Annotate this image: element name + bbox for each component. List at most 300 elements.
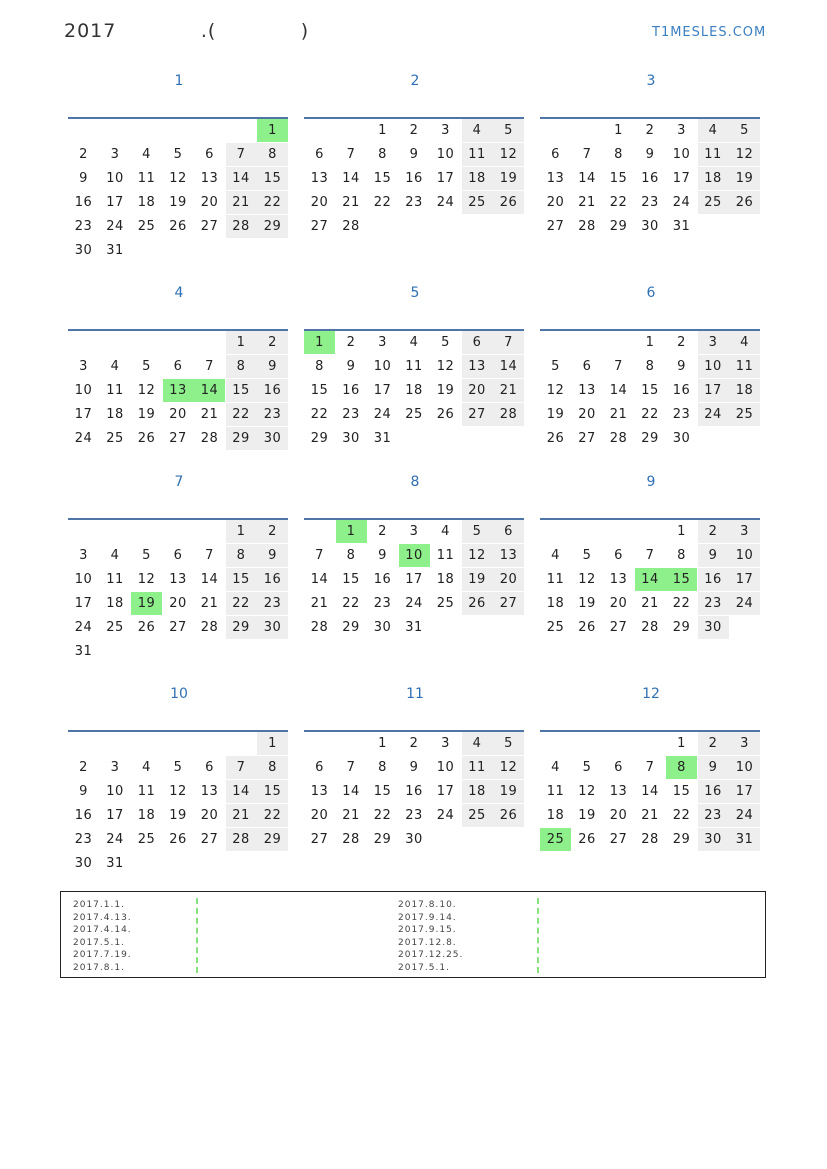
day-cell: 14	[226, 167, 257, 190]
day-cell: 26	[493, 191, 524, 214]
day-cell: 24	[405, 596, 423, 611]
day-cell: 29	[226, 427, 257, 450]
day-cell: 27	[462, 403, 493, 426]
day-cell: 13	[493, 544, 524, 567]
day-cell: 30	[257, 616, 288, 639]
day-cell: 3	[677, 123, 686, 138]
day-cell: 22	[609, 195, 628, 210]
day-cell: 4	[142, 147, 151, 162]
day-cell: 12	[436, 359, 455, 374]
day-cell: 22	[226, 403, 257, 426]
month-name: 12	[642, 686, 660, 702]
day-cell: 22	[641, 407, 659, 422]
day-cell: 7	[315, 548, 324, 563]
day-cell: 5	[173, 760, 183, 775]
day-cell: 3	[79, 359, 88, 374]
day-cell: 26	[578, 620, 596, 635]
day-cell: 12	[137, 383, 156, 398]
day-cell: 12	[729, 143, 760, 166]
day-cell: 11	[546, 784, 565, 799]
day-cell: 5	[551, 359, 560, 374]
day-cell: 10	[74, 383, 93, 398]
day-cell: 15	[310, 383, 329, 398]
month-divider	[68, 730, 288, 732]
day-cell: 15	[257, 167, 288, 190]
day-cell: 21	[641, 808, 659, 823]
day-cell: 17	[373, 383, 392, 398]
legend-date: 2017.5.1.	[73, 937, 125, 948]
day-cell: 6	[614, 760, 623, 775]
day-cell: 27	[169, 620, 187, 635]
day-cell: 16	[373, 572, 392, 587]
day-cell: 5	[582, 760, 592, 775]
day-cell: 6	[205, 760, 214, 775]
month-name: 6	[646, 285, 656, 301]
day-cell: 4	[462, 732, 493, 755]
day-cell: 22	[310, 407, 329, 422]
day-cell: 11	[436, 548, 455, 563]
day-cell: 6	[173, 548, 183, 563]
day-cell: 26	[169, 832, 187, 847]
day-cell: 30	[74, 243, 93, 258]
legend-date: 2017.4.13.	[73, 912, 132, 923]
day-cell: 3	[378, 335, 387, 350]
day-cell: 29	[672, 620, 691, 635]
day-cell: 5	[462, 520, 493, 543]
day-cell: 29	[257, 828, 288, 851]
day-cell: 24	[106, 832, 124, 847]
day-cell: 15	[609, 171, 628, 186]
day-cell: 7	[645, 760, 655, 775]
day-cell: 10	[729, 756, 760, 779]
day-cell: 14	[635, 568, 666, 591]
day-cell: 22	[672, 596, 691, 611]
day-cell: 5	[173, 147, 183, 162]
day-cell: 18	[106, 407, 124, 422]
day-cell: 18	[405, 383, 423, 398]
day-cell: 4	[409, 335, 419, 350]
day-cell: 9	[79, 784, 88, 799]
day-cell: 9	[378, 548, 387, 563]
day-cell: 18	[462, 780, 493, 803]
day-cell: 17	[729, 780, 760, 803]
day-cell: 18	[137, 808, 156, 823]
day-cell: 10	[74, 572, 93, 587]
day-cell: 21	[310, 596, 329, 611]
day-cell: 27	[578, 431, 596, 446]
day-cell: 26	[462, 592, 493, 615]
month-name: 1	[174, 73, 184, 89]
day-cell: 19	[169, 808, 187, 823]
legend-date: 2017.4.14.	[73, 925, 132, 935]
day-cell: 22	[373, 808, 392, 823]
day-cell: 9	[79, 171, 88, 186]
day-cell: 10	[672, 147, 691, 162]
day-cell: 8	[378, 760, 387, 775]
day-cell: 21	[200, 596, 219, 611]
day-cell: 24	[436, 808, 455, 823]
day-cell: 27	[310, 832, 329, 847]
day-cell: 2	[645, 123, 655, 138]
day-cell: 5	[493, 732, 524, 755]
day-cell: 8	[226, 544, 257, 567]
day-cell: 28	[641, 620, 659, 635]
day-cell: 22	[226, 592, 257, 615]
day-cell: 30	[698, 616, 729, 639]
day-cell: 12	[578, 572, 596, 587]
day-cell: 18	[436, 572, 455, 587]
day-cell: 25	[137, 219, 156, 234]
day-cell: 1	[645, 335, 655, 350]
day-cell: 13	[310, 171, 329, 186]
day-cell: 1	[614, 123, 623, 138]
day-cell: 2	[409, 123, 419, 138]
day-cell: 28	[200, 431, 219, 446]
day-cell: 18	[462, 167, 493, 190]
day-cell: 30	[641, 219, 659, 234]
day-cell: 17	[672, 171, 691, 186]
day-cell: 23	[257, 403, 288, 426]
legend-date: 2017.1.1.	[73, 900, 125, 910]
day-cell: 4	[110, 548, 120, 563]
day-cell: 6	[551, 147, 560, 162]
day-cell: 3	[110, 147, 120, 162]
day-cell: 17	[436, 784, 455, 799]
day-cell: 27	[200, 219, 219, 234]
day-cell: 15	[666, 568, 697, 591]
day-cell: 13	[310, 784, 329, 799]
day-cell: 1	[378, 736, 387, 751]
day-cell: 16	[698, 568, 729, 591]
day-cell: 6	[614, 548, 623, 563]
day-cell: 28	[226, 215, 257, 238]
day-cell: 24	[373, 407, 392, 422]
day-cell: 5	[729, 119, 760, 142]
day-cell: 19	[137, 407, 156, 422]
day-cell: 29	[609, 219, 628, 234]
day-cell: 12	[578, 784, 596, 799]
holiday-legend	[60, 891, 766, 978]
day-cell: 29	[373, 832, 392, 847]
day-cell: 1	[226, 331, 257, 354]
day-cell: 3	[79, 548, 88, 563]
day-cell: 19	[578, 808, 596, 823]
legend-date: 2017.12.25.	[398, 950, 464, 960]
day-cell: 26	[436, 407, 455, 422]
day-cell: 8	[257, 143, 288, 166]
site-logo-text[interactable]: T1MESLES.COM	[652, 25, 767, 40]
day-cell: 2	[257, 331, 288, 354]
day-cell: 21	[342, 808, 360, 823]
day-cell: 17	[74, 407, 93, 422]
legend-divider	[537, 898, 539, 973]
day-cell: 14	[194, 379, 225, 402]
day-cell: 8	[378, 147, 387, 162]
day-cell: 6	[315, 760, 324, 775]
day-cell: 23	[641, 195, 659, 210]
day-cell: 8	[346, 548, 356, 563]
day-cell: 19	[169, 195, 187, 210]
day-cell: 7	[346, 147, 356, 162]
day-cell: 14	[226, 780, 257, 803]
day-cell: 22	[257, 191, 288, 214]
day-cell: 3	[441, 736, 450, 751]
day-cell: 2	[346, 335, 356, 350]
day-cell: 23	[74, 219, 93, 234]
day-cell: 14	[493, 355, 524, 378]
day-cell: 18	[546, 808, 565, 823]
day-cell: 29	[310, 431, 329, 446]
day-cell: 1	[226, 520, 257, 543]
day-cell: 7	[226, 143, 257, 166]
day-cell: 25	[137, 832, 156, 847]
day-cell: 13	[163, 379, 194, 402]
day-cell: 14	[609, 383, 628, 398]
day-cell: 7	[614, 359, 623, 374]
day-cell: 26	[546, 431, 565, 446]
day-cell: 17	[698, 379, 729, 402]
day-cell: 19	[493, 167, 524, 190]
legend-dates-left	[73, 899, 132, 974]
day-cell: 31	[373, 431, 392, 446]
day-cell: 16	[405, 784, 423, 799]
day-cell: 14	[200, 572, 219, 587]
day-cell: 27	[200, 832, 219, 847]
day-cell: 6	[205, 147, 214, 162]
day-cell: 25	[698, 191, 729, 214]
day-cell: 21	[493, 379, 524, 402]
day-cell: 30	[405, 832, 423, 847]
legend-date: 2017.5.1.	[398, 962, 450, 973]
day-cell: 6	[173, 359, 183, 374]
day-cell: 31	[74, 644, 93, 659]
day-cell: 28	[342, 832, 360, 847]
day-cell: 21	[578, 195, 596, 210]
day-cell: 20	[546, 195, 565, 210]
month-name: 5	[410, 285, 420, 301]
day-cell: 11	[106, 383, 124, 398]
day-cell: 10	[729, 544, 760, 567]
day-cell: 19	[462, 568, 493, 591]
day-cell: 3	[441, 123, 450, 138]
legend-date: 2017.8.1.	[73, 962, 125, 973]
day-cell: 6	[315, 147, 324, 162]
day-cell: 20	[200, 195, 219, 210]
day-cell: 25	[106, 431, 124, 446]
day-cell: 7	[346, 760, 356, 775]
day-cell: 22	[373, 195, 392, 210]
day-cell: 28	[609, 431, 628, 446]
month-name: 10	[170, 686, 188, 702]
day-cell: 9	[257, 544, 288, 567]
day-cell: 31	[405, 620, 423, 635]
day-cell: 18	[698, 167, 729, 190]
day-cell: 16	[257, 568, 288, 591]
day-cell: 8	[645, 359, 655, 374]
month-name: 3	[646, 73, 656, 89]
day-cell: 27	[609, 832, 628, 847]
day-cell: 19	[436, 383, 455, 398]
day-cell: 4	[142, 760, 151, 775]
day-cell: 10	[698, 355, 729, 378]
legend-date: 2017.12.8.	[398, 937, 457, 948]
legend-date: 2017.9.15.	[398, 925, 457, 935]
day-cell: 20	[169, 407, 187, 422]
day-cell: 29	[641, 431, 659, 446]
day-cell: 2	[677, 335, 686, 350]
day-cell: 13	[169, 572, 187, 587]
day-cell: 24	[74, 431, 93, 446]
day-cell: 31	[106, 856, 124, 871]
day-cell: 6	[462, 331, 493, 354]
day-cell: 30	[698, 828, 729, 851]
day-cell: 13	[200, 171, 219, 186]
day-cell: 29	[257, 215, 288, 238]
day-cell: 15	[373, 784, 392, 799]
day-cell: 23	[698, 592, 729, 615]
day-cell: 8	[677, 548, 686, 563]
day-cell: 9	[677, 359, 686, 374]
day-cell: 11	[106, 572, 124, 587]
day-cell: 20	[310, 195, 329, 210]
day-cell: 20	[200, 808, 219, 823]
day-cell: 17	[106, 195, 124, 210]
day-cell: 3	[110, 760, 120, 775]
day-cell: 25	[729, 403, 760, 426]
day-cell: 3	[729, 520, 760, 543]
legend-date: 2017.7.19.	[73, 950, 132, 960]
day-cell: 1	[257, 119, 288, 142]
day-cell: 27	[310, 219, 329, 234]
day-cell: 16	[74, 195, 93, 210]
day-cell: 11	[462, 756, 493, 779]
day-cell: 2	[257, 520, 288, 543]
day-cell: 11	[137, 784, 156, 799]
day-cell: 7	[493, 331, 524, 354]
day-cell: 13	[200, 784, 219, 799]
day-cell: 4	[110, 359, 120, 374]
day-cell: 16	[342, 383, 360, 398]
day-cell: 17	[436, 171, 455, 186]
day-cell: 28	[493, 403, 524, 426]
day-cell: 31	[672, 219, 691, 234]
day-cell: 21	[342, 195, 360, 210]
day-cell: 9	[698, 756, 729, 779]
day-cell: 22	[342, 596, 360, 611]
day-cell: 13	[462, 355, 493, 378]
day-cell: 7	[582, 147, 592, 162]
day-cell: 2	[79, 760, 88, 775]
day-cell: 24	[672, 195, 691, 210]
month-name: 9	[646, 474, 656, 490]
day-cell: 7	[205, 359, 214, 374]
day-cell: 25	[540, 828, 571, 851]
day-cell: 16	[698, 780, 729, 803]
day-cell: 28	[226, 828, 257, 851]
day-cell: 18	[729, 379, 760, 402]
day-cell: 21	[641, 596, 659, 611]
month-name: 4	[174, 285, 184, 301]
month-divider	[68, 117, 288, 119]
day-cell: 15	[641, 383, 659, 398]
day-cell: 30	[373, 620, 392, 635]
day-cell: 28	[342, 219, 360, 234]
day-cell: 20	[609, 808, 628, 823]
month-name: 11	[406, 686, 424, 702]
day-cell: 12	[169, 171, 187, 186]
day-cell: 25	[436, 596, 455, 611]
day-cell: 25	[462, 191, 493, 214]
day-cell: 26	[578, 832, 596, 847]
day-cell: 31	[106, 243, 124, 258]
day-cell: 4	[441, 524, 450, 539]
day-cell: 11	[546, 572, 565, 587]
day-cell: 16	[672, 383, 691, 398]
day-cell: 7	[645, 548, 655, 563]
day-cell: 16	[641, 171, 659, 186]
day-cell: 19	[578, 596, 596, 611]
day-cell: 2	[698, 732, 729, 755]
day-cell: 21	[226, 804, 257, 827]
legend-date: 2017.9.14.	[398, 912, 457, 923]
day-cell: 24	[698, 403, 729, 426]
day-cell: 13	[578, 383, 596, 398]
day-cell: 10	[373, 359, 392, 374]
legend-divider	[196, 898, 198, 973]
day-cell: 5	[441, 335, 450, 350]
day-cell: 3	[409, 524, 419, 539]
month-name: 7	[174, 474, 184, 490]
day-cell: 23	[672, 407, 691, 422]
day-cell: 2	[79, 147, 88, 162]
day-cell: 20	[462, 379, 493, 402]
day-cell: 1	[677, 736, 686, 751]
day-cell: 3	[698, 331, 729, 354]
day-cell: 24	[436, 195, 455, 210]
day-cell: 22	[672, 808, 691, 823]
day-cell: 23	[342, 407, 360, 422]
day-cell: 28	[578, 219, 596, 234]
day-cell: 27	[169, 431, 187, 446]
day-cell: 9	[409, 147, 419, 162]
day-cell: 19	[493, 780, 524, 803]
day-cell: 5	[142, 359, 151, 374]
day-cell: 23	[405, 808, 423, 823]
day-cell: 2	[409, 736, 419, 751]
day-cell: 23	[405, 195, 423, 210]
day-cell: 14	[578, 171, 596, 186]
day-cell: 12	[493, 143, 524, 166]
day-cell: 14	[342, 784, 360, 799]
day-cell: 17	[405, 572, 423, 587]
day-cell: 8	[666, 756, 697, 779]
day-cell: 26	[493, 804, 524, 827]
day-cell: 9	[346, 359, 356, 374]
day-cell: 16	[74, 808, 93, 823]
day-cell: 5	[493, 119, 524, 142]
day-cell: 18	[106, 596, 124, 611]
day-cell: 6	[493, 520, 524, 543]
day-cell: 15	[672, 784, 691, 799]
day-cell: 29	[342, 620, 360, 635]
day-cell: 23	[698, 804, 729, 827]
day-cell: 24	[729, 804, 760, 827]
day-cell: 16	[405, 171, 423, 186]
day-cell: 7	[226, 756, 257, 779]
day-cell: 8	[315, 359, 324, 374]
day-cell: 9	[698, 544, 729, 567]
day-cell: 14	[342, 171, 360, 186]
